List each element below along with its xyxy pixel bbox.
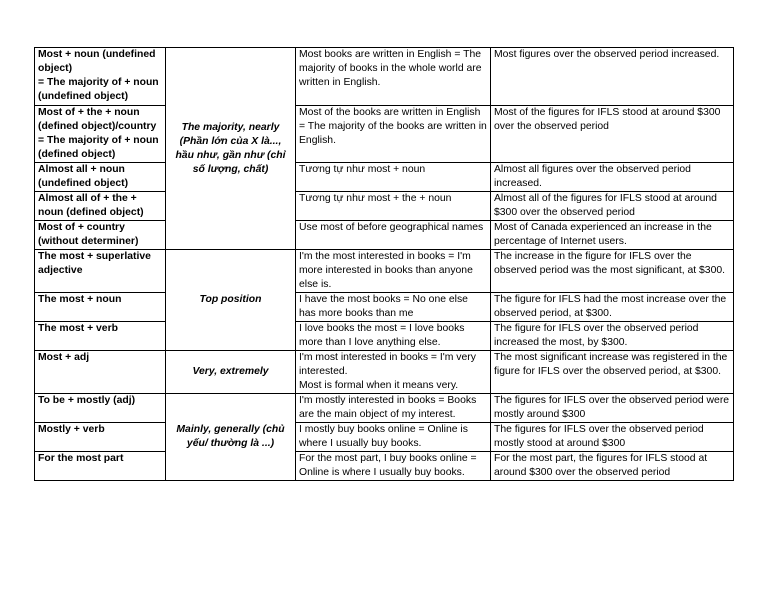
- table-row: [35, 192, 734, 221]
- ielts-example-cell: The most significant increase was registered in the figure for IFLS over the observed period, at $300.: [491, 351, 734, 394]
- table-row: [35, 322, 734, 351]
- structure-cell: Most of + the + noun (defined object)/country = The majority of + noun (defined object): [35, 106, 166, 163]
- ielts-example-cell: Most of Canada experienced an increase in the percentage of Internet users.: [491, 221, 734, 250]
- ielts-example-cell: The figure for IFLS had the most increase over the observed period, at $300.: [491, 293, 734, 322]
- ielts-example-cell: The figures for IFLS over the observed period were mostly around $300: [491, 394, 734, 423]
- example-cell: Tương tự như most + the + noun: [296, 192, 491, 221]
- table-row: [35, 48, 734, 106]
- example-cell: I'm mostly interested in books = Books are the main object of my interest.: [296, 394, 491, 423]
- example-cell: I love books the most = I love books more than I love anything else.: [296, 322, 491, 351]
- meaning-cell: Top position: [166, 250, 296, 351]
- structure-cell: Most + adj: [35, 351, 166, 394]
- structure-cell: The most + superlative adjective: [35, 250, 166, 293]
- table-row: [35, 394, 734, 423]
- meaning-cell: Mainly, generally (chủ yếu/ thường là ...): [166, 394, 296, 481]
- structure-cell: For the most part: [35, 452, 166, 481]
- structure-cell: To be + mostly (adj): [35, 394, 166, 423]
- meaning-cell: Very, extremely: [166, 351, 296, 394]
- ielts-example-cell: For the most part, the figures for IFLS stood at around $300 over the observed period: [491, 452, 734, 481]
- table-row: [35, 293, 734, 322]
- ielts-example-cell: The figures for IFLS over the observed period mostly stood at around $300: [491, 423, 734, 452]
- example-cell: I mostly buy books online = Online is where I usually buy books.: [296, 423, 491, 452]
- table-row: [35, 250, 734, 293]
- ielts-example-cell: Almost all figures over the observed period increased.: [491, 163, 734, 192]
- structure-cell: The most + noun: [35, 293, 166, 322]
- structure-cell: Almost all + noun (undefined object): [35, 163, 166, 192]
- ielts-example-cell: The increase in the figure for IFLS over the observed period was the most significant, at $300.: [491, 250, 734, 293]
- example-cell: Most of the books are written in English = The majority of the books are written in English.: [296, 106, 491, 163]
- structure-cell: Mostly + verb: [35, 423, 166, 452]
- table-row: [35, 452, 734, 481]
- ielts-example-cell: The figure for IFLS over the observed period increased the most, by $300.: [491, 322, 734, 351]
- structure-cell: Almost all of + the + noun (defined object): [35, 192, 166, 221]
- example-cell: I'm most interested in books = I'm very interested. Most is formal when it means very.: [296, 351, 491, 394]
- structure-cell: Most of + country (without determiner): [35, 221, 166, 250]
- ielts-example-cell: Most figures over the observed period increased.: [491, 48, 734, 106]
- table-row: [35, 163, 734, 192]
- grammar-table: [34, 47, 734, 481]
- example-cell: Most books are written in English = The majority of books in the whole world are written in English.: [296, 48, 491, 106]
- ielts-example-cell: Almost all of the figures for IFLS stood at around $300 over the observed period: [491, 192, 734, 221]
- table-row: [35, 423, 734, 452]
- example-cell: I'm the most interested in books = I'm more interested in books than anyone else is.: [296, 250, 491, 293]
- example-cell: Tương tự như most + noun: [296, 163, 491, 192]
- example-cell: I have the most books = No one else has more books than me: [296, 293, 491, 322]
- example-cell: Use most of before geographical names: [296, 221, 491, 250]
- structure-cell: Most + noun (undefined object) = The majority of + noun (undefined object): [35, 48, 166, 106]
- table-row: [35, 106, 734, 163]
- table-row: [35, 221, 734, 250]
- table-row: [35, 351, 734, 394]
- meaning-cell: The majority, nearly (Phần lớn của X là..., hầu như, gần như (chỉ số lượng, chất): [166, 48, 296, 250]
- example-cell: For the most part, I buy books online = Online is where I usually buy books.: [296, 452, 491, 481]
- ielts-example-cell: Most of the figures for IFLS stood at around $300 over the observed period: [491, 106, 734, 163]
- structure-cell: The most + verb: [35, 322, 166, 351]
